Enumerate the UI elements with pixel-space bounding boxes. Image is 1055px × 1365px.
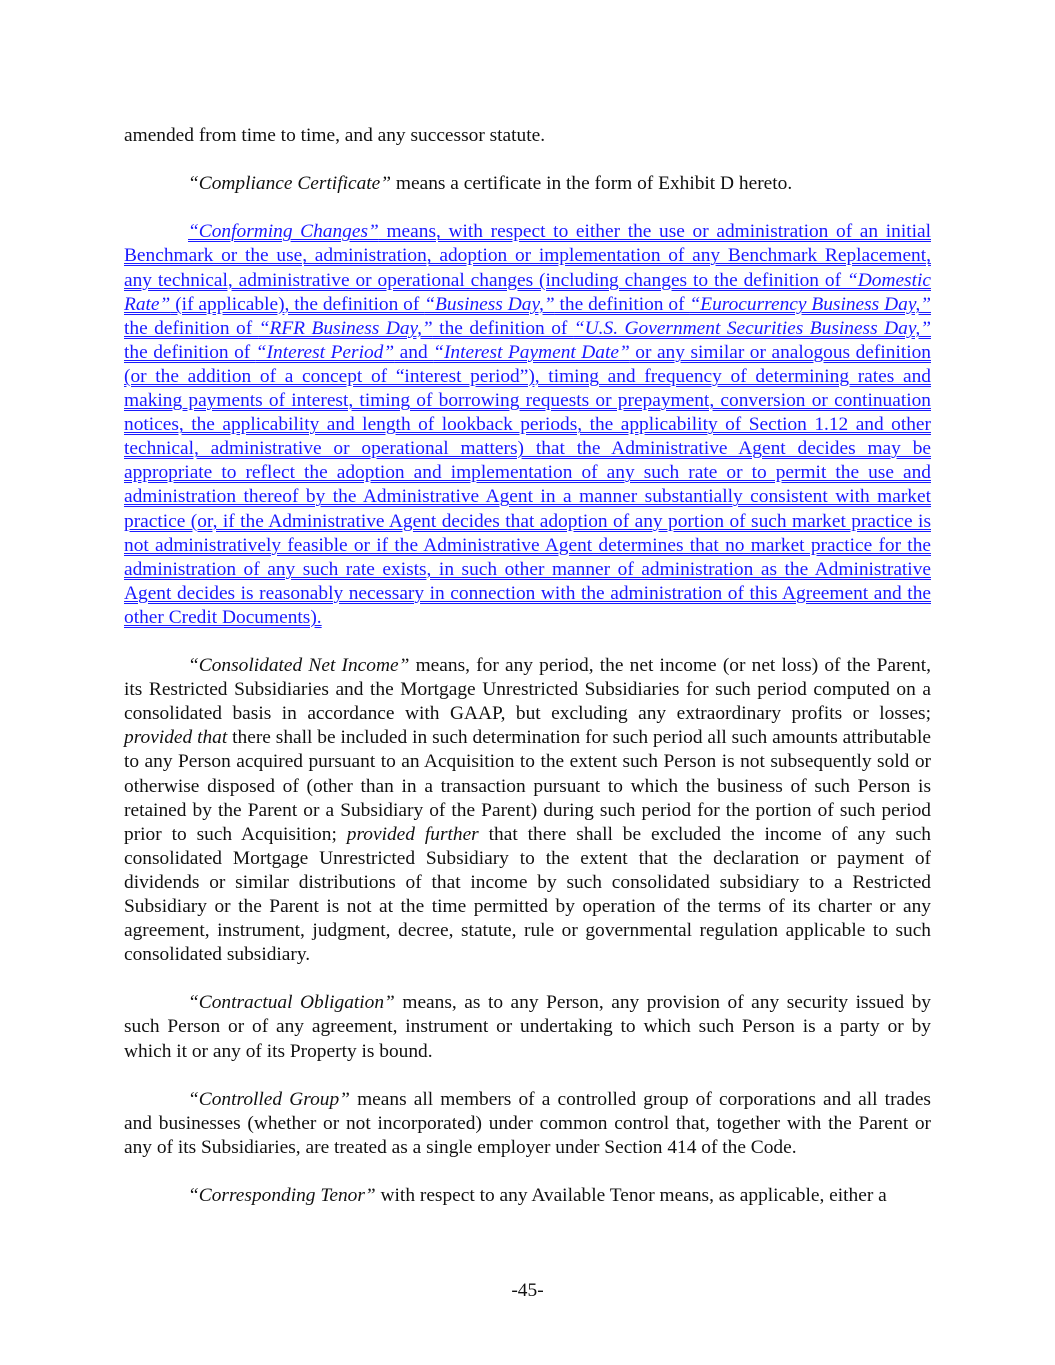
definition-corresponding-tenor: “Corresponding Tenor” with respect to any Available Tenor means, as applicable, either a [188,1185,887,1207]
definition-conforming-changes: “Conforming Changes” means, with respect to either the use or administration of an initial Benchmark or the use, administration, adoption or implementation of any Benchmark Replacement, any technical, administrative or operational changes (including changes to the definition of “Domestic Rate” (if applicable), the definition of “Business Day,” the definition of “Eurocurrency Business Day,” the definition of “RFR Business Day,” the definition of “U.S. Government Securities Business Day,” the definition of “Interest Period” and “Interest Payment Date” or any similar or analogous definition (or the addition of a concept of “interest period”), timing and frequency of determining rates and making payments of interest, timing of borrowing requests or prepayment, conversion or continuation notices, the applicability and length of lookback periods, the applicability of Section 1.12 and other technical, administrative or operational matters) that the Administrative Agent decides may be appropriate to reflect the adoption and implementation of any such rate or to permit the use and administration thereof by the Administrative Agent in a manner substantially consistent with market practice (or, if the Administrative Agent decides that adoption of any portion of such market practice is not administratively feasible or if the Administrative Agent determines that no market practice for the administration of any such rate exists, in such other manner of administration as the Administrative Agent decides is reasonably necessary in connection with the administration of this Agreement and the other Credit Documents). [124,221,931,628]
definition-contractual-obligation: “Contractual Obligation” means, as to any Person, any provision of any security issued by such Person or of any agreement, instrument or undertaking to which such Person is a party or by which it or any of its Property is bound. [124,992,931,1062]
defined-term: “Compliance Certificate” [188,173,392,195]
defined-term: “Contractual Obligation” [188,992,395,1014]
page-number: -45- [511,1280,544,1301]
defined-term: “Corresponding Tenor” [188,1185,376,1207]
definition-compliance-certificate: “Compliance Certificate” means a certificate in the form of Exhibit D hereto. [188,173,793,195]
document-body [124,124,931,1208]
paragraph-continuation: amended from time to time, and any successor statute. [124,125,546,146]
defined-term: “Conforming Changes” [188,221,379,243]
defined-term: “Controlled Group” [188,1088,350,1110]
defined-term: “Consolidated Net Income” [188,655,410,677]
definition-consolidated-net-income: “Consolidated Net Income” means, for any period, the net income (or net loss) of the Parent, its Restricted Subsidiaries and the Mortgage Unrestricted Subsidiaries for such period computed on a consolidated basis in accordance with GAAP, but excluding any extraordinary profits or losses; provided that there shall be included in such determination for such period all such amounts attributable to any Person acquired pursuant to an Acquisition to the extent such Person is not subsequently sold or otherwise disposed of (other than in a transaction pursuant to which the business of such Person is retained by the Parent or a Subsidiary of the Parent) during such period for the portion of such period prior to such Acquisition; provided further that there shall be excluded the income of any such consolidated Mortgage Unrestricted Subsidiary to the extent that the declaration or payment of dividends or similar distributions of that income by such consolidated subsidiary to a Restricted Subsidiary or the Parent is not at the time permitted by operation of the terms of its charter or any agreement, instrument, judgment, decree, statute, rule or governmental regulation applicable to such consolidated subsidiary. [124,655,931,966]
definition-controlled-group: “Controlled Group” means all members of a controlled group of corporations and all trades and businesses (whether or not incorporated) under common control that, together with the Parent or any of its Subsidiaries, are treated as a single employer under Section 414 of the Code. [124,1088,931,1158]
